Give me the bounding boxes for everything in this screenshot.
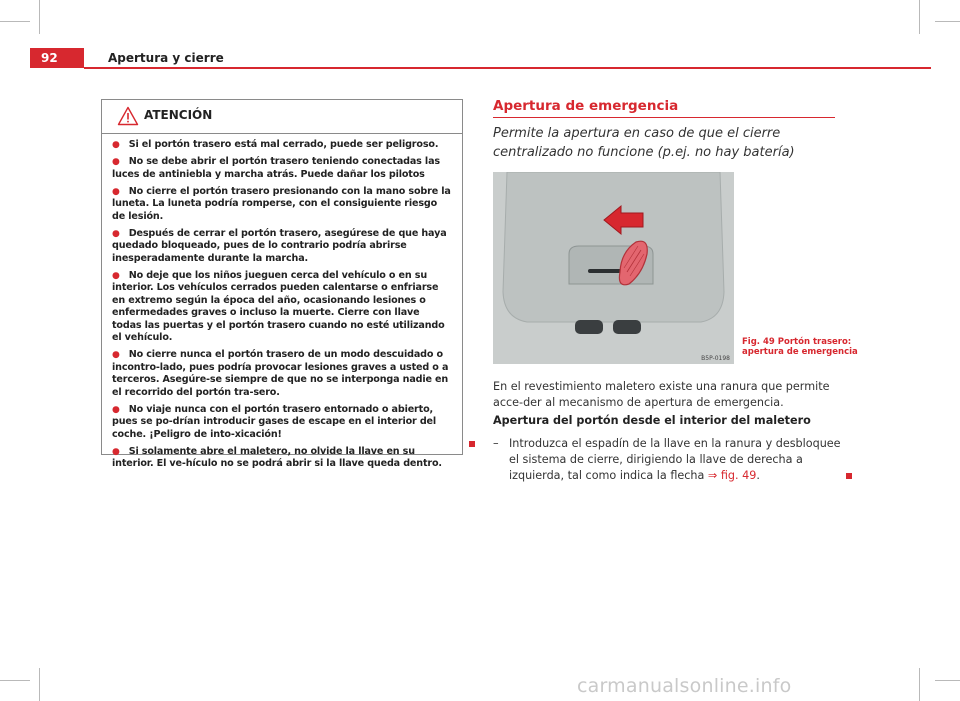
section-heading: Apertura de emergencia xyxy=(493,98,679,114)
section-intro: Permite la apertura en caso de que el cierre centralizado no funcione (p.ej. no hay batería) xyxy=(493,126,795,160)
warning-item: ● Después de cerrar el portón trasero, asegúrese de que haya quedado bloqueado, pues de lo contrario podría abrirse inesperadamente durante la marcha. xyxy=(112,227,447,264)
warning-item: ● No deje que los niños jueguen cerca del vehículo o en su interior. Los vehículos cerrados pueden calentarse o enfriarse en extremo según la época del año, ocasionando lesiones o enfermedades graves o incluso la muerte. Cierre con llave todas las puertas y el portón trasero cuando no esté utilizando el vehículo. xyxy=(112,269,445,343)
crop-mark xyxy=(935,680,960,681)
end-mark-icon xyxy=(469,441,475,447)
figure-code: B5P-0198 xyxy=(701,355,730,362)
crop-mark xyxy=(0,21,30,22)
figure-link[interactable]: ⇒ fig. 49 xyxy=(707,469,757,482)
warning-header xyxy=(102,100,462,134)
bullet-icon: ● xyxy=(112,186,120,197)
warning-item: ● No cierre nunca el portón trasero de un modo descuidado o incontro-lado, pues podría provocar lesiones graves a usted o a terceros. Asegúre-se siempre de que no se interponga nadie en el recorrido del portón tra-sero. xyxy=(112,349,449,398)
subheading: Apertura del portón desde el interior del maletero xyxy=(493,414,811,427)
page-header-title: Apertura y cierre xyxy=(108,51,224,65)
watermark: carmanualsonline.info xyxy=(577,675,792,697)
bullet-icon: ● xyxy=(112,350,120,360)
section-rule xyxy=(493,117,835,118)
crop-mark xyxy=(935,21,960,22)
bullet-icon: ● xyxy=(112,404,120,415)
end-mark-icon xyxy=(846,473,852,479)
warning-item: ● No viaje nunca con el portón trasero entornado o abierto, pues se po-drían introducir gases de escape en el interior del coche. ¡Peligro de into-xicación! xyxy=(112,403,437,440)
step-text: Introduzca el espadín de la llave en la ranura y desbloquee el sistema de cierre, dirigiendo la llave de derecha a izquierda, tal como indica la flecha xyxy=(509,437,841,482)
warning-box xyxy=(101,99,463,469)
instruction-step: – Introduzca el espadín de la llave en la ranura y desbloquee el sistema de cierre, dirigiendo la llave de derecha a izquierda, tal como indica la flecha ⇒ fig. 49. xyxy=(493,437,841,482)
crop-mark xyxy=(919,0,920,34)
warning-title: ATENCIÓN xyxy=(144,108,213,122)
warning-item: ● No cierre el portón trasero presionando con la mano sobre la luneta. La luneta podría romperse, con el consiguiente riesgo de lesión. xyxy=(112,185,451,222)
bullet-icon: ● xyxy=(112,270,120,281)
figure-caption: Fig. 49 Portón trasero: apertura de emergencia xyxy=(742,337,858,357)
crop-mark xyxy=(39,668,40,701)
figure-tailgate-emergency-release xyxy=(493,172,734,364)
warning-item: ● Si solamente abre el maletero, no olvide la llave en su interior. El ve-hículo no se podrá abrir si la llave queda dentro. xyxy=(112,445,442,469)
crop-mark xyxy=(0,680,30,681)
warning-item: ● No se debe abrir el portón trasero teniendo conectadas las luces de antiniebla y marcha atrás. Puede dañar los pilotos xyxy=(112,156,440,180)
warning-triangle-icon xyxy=(117,106,139,126)
bullet-icon: ● xyxy=(112,140,120,150)
bullet-icon: ● xyxy=(112,228,120,239)
bullet-icon: ● xyxy=(112,157,120,167)
page-number: 92 xyxy=(30,48,84,68)
crop-mark xyxy=(919,668,920,701)
warning-item: ● Si el portón trasero está mal cerrado, puede ser peligroso. xyxy=(112,139,439,150)
body-paragraph: En el revestimiento maletero existe una ranura que permite acce-der al mecanismo de apertura de emergencia. xyxy=(493,380,830,409)
step-dash: – xyxy=(493,437,499,450)
header-rule xyxy=(84,67,931,69)
bullet-icon: ● xyxy=(112,446,120,457)
crop-mark xyxy=(39,0,40,34)
warning-list xyxy=(102,134,462,471)
